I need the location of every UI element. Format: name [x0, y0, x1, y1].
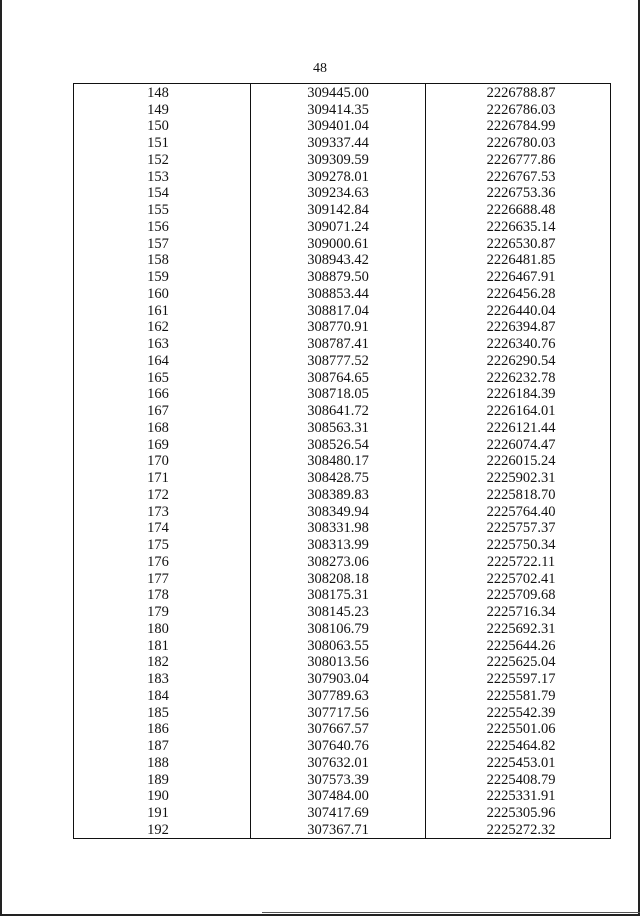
page-number: 48: [313, 61, 327, 76]
table-row: [74, 386, 611, 403]
x-coordinate-cell: 307903.04: [251, 670, 426, 687]
point-number-cell: 182: [74, 654, 251, 671]
y-coordinate-cell: 2226780.03: [426, 134, 611, 151]
point-number-cell: 161: [74, 302, 251, 319]
table-row: [74, 620, 611, 637]
point-number-cell: 162: [74, 319, 251, 336]
y-coordinate-cell: 2226635.14: [426, 218, 611, 235]
y-coordinate-cell: 2225818.70: [426, 486, 611, 503]
y-coordinate-cell: 2225597.17: [426, 670, 611, 687]
table-row: [74, 520, 611, 537]
point-number-cell: 183: [74, 670, 251, 687]
table-row: [74, 754, 611, 771]
y-coordinate-cell: 2226394.87: [426, 319, 611, 336]
y-coordinate-cell: 2225722.11: [426, 553, 611, 570]
point-number-cell: 187: [74, 737, 251, 754]
x-coordinate-cell: 308208.18: [251, 570, 426, 587]
y-coordinate-cell: 2225644.26: [426, 637, 611, 654]
x-coordinate-cell: 307632.01: [251, 754, 426, 771]
x-coordinate-cell: 308480.17: [251, 453, 426, 470]
point-number-cell: 149: [74, 101, 251, 118]
x-coordinate-cell: 308526.54: [251, 436, 426, 453]
point-number-cell: 172: [74, 486, 251, 503]
table-row: [74, 302, 611, 319]
x-coordinate-cell: 308106.79: [251, 620, 426, 637]
point-number-cell: 176: [74, 553, 251, 570]
table-row: [74, 788, 611, 805]
y-coordinate-cell: 2225581.79: [426, 687, 611, 704]
x-coordinate-cell: 308273.06: [251, 553, 426, 570]
point-number-cell: 150: [74, 118, 251, 135]
point-number-cell: 155: [74, 201, 251, 218]
point-number-cell: 156: [74, 218, 251, 235]
y-coordinate-cell: 2225272.32: [426, 821, 611, 838]
x-coordinate-cell: 307667.57: [251, 721, 426, 738]
x-coordinate-cell: 308718.05: [251, 386, 426, 403]
table-row: [74, 134, 611, 151]
point-number-cell: 168: [74, 419, 251, 436]
point-number-cell: 160: [74, 285, 251, 302]
y-coordinate-cell: 2226184.39: [426, 386, 611, 403]
table-row: [74, 721, 611, 738]
y-coordinate-cell: 2226767.53: [426, 168, 611, 185]
table-row: [74, 771, 611, 788]
y-coordinate-cell: 2226232.78: [426, 369, 611, 386]
table-row: [74, 218, 611, 235]
point-number-cell: 189: [74, 771, 251, 788]
y-coordinate-cell: 2225709.68: [426, 587, 611, 604]
y-coordinate-cell: 2225542.39: [426, 704, 611, 721]
y-coordinate-cell: 2226456.28: [426, 285, 611, 302]
table-row: [74, 185, 611, 202]
y-coordinate-cell: 2225692.31: [426, 620, 611, 637]
x-coordinate-cell: 309337.44: [251, 134, 426, 151]
y-coordinate-cell: 2226784.99: [426, 118, 611, 135]
table-row: [74, 319, 611, 336]
table-row: [74, 553, 611, 570]
x-coordinate-cell: 308349.94: [251, 503, 426, 520]
point-number-cell: 191: [74, 804, 251, 821]
y-coordinate-cell: 2226467.91: [426, 268, 611, 285]
x-coordinate-cell: 309414.35: [251, 101, 426, 118]
scan-artifact-line: [262, 912, 640, 913]
y-coordinate-cell: 2226440.04: [426, 302, 611, 319]
table-row: [74, 687, 611, 704]
x-coordinate-cell: 309000.61: [251, 235, 426, 252]
y-coordinate-cell: 2226786.03: [426, 101, 611, 118]
x-coordinate-cell: 307640.76: [251, 737, 426, 754]
y-coordinate-cell: 2225453.01: [426, 754, 611, 771]
point-number-cell: 163: [74, 335, 251, 352]
point-number-cell: 174: [74, 520, 251, 537]
y-coordinate-cell: 2225757.37: [426, 520, 611, 537]
table-row: [74, 369, 611, 386]
y-coordinate-cell: 2225750.34: [426, 536, 611, 553]
x-coordinate-cell: 309142.84: [251, 201, 426, 218]
point-number-cell: 165: [74, 369, 251, 386]
table-row: [74, 570, 611, 587]
point-number-cell: 188: [74, 754, 251, 771]
y-coordinate-cell: 2226788.87: [426, 84, 611, 101]
x-coordinate-cell: 308175.31: [251, 587, 426, 604]
point-number-cell: 167: [74, 402, 251, 419]
table-row: [74, 536, 611, 553]
point-number-cell: 166: [74, 386, 251, 403]
coordinates-table-body: [74, 84, 611, 839]
point-number-cell: 148: [74, 84, 251, 101]
point-number-cell: 164: [74, 352, 251, 369]
point-number-cell: 152: [74, 151, 251, 168]
point-number-cell: 192: [74, 821, 251, 838]
x-coordinate-cell: 309234.63: [251, 185, 426, 202]
y-coordinate-cell: 2225702.41: [426, 570, 611, 587]
y-coordinate-cell: 2225305.96: [426, 804, 611, 821]
point-number-cell: 186: [74, 721, 251, 738]
x-coordinate-cell: 308879.50: [251, 268, 426, 285]
y-coordinate-cell: 2225625.04: [426, 654, 611, 671]
table-row: [74, 603, 611, 620]
table-row: [74, 335, 611, 352]
y-coordinate-cell: 2226015.24: [426, 453, 611, 470]
y-coordinate-cell: 2226164.01: [426, 402, 611, 419]
y-coordinate-cell: 2225716.34: [426, 603, 611, 620]
point-number-cell: 190: [74, 788, 251, 805]
point-number-cell: 185: [74, 704, 251, 721]
table-row: [74, 704, 611, 721]
table-row: [74, 436, 611, 453]
y-coordinate-cell: 2225764.40: [426, 503, 611, 520]
point-number-cell: 153: [74, 168, 251, 185]
point-number-cell: 173: [74, 503, 251, 520]
y-coordinate-cell: 2225464.82: [426, 737, 611, 754]
y-coordinate-cell: 2226777.86: [426, 151, 611, 168]
y-coordinate-cell: 2225408.79: [426, 771, 611, 788]
table-row: [74, 168, 611, 185]
table-row: [74, 737, 611, 754]
x-coordinate-cell: 308013.56: [251, 654, 426, 671]
x-coordinate-cell: 308943.42: [251, 252, 426, 269]
table-row: [74, 654, 611, 671]
y-coordinate-cell: 2225331.91: [426, 788, 611, 805]
x-coordinate-cell: 308389.83: [251, 486, 426, 503]
x-coordinate-cell: 308145.23: [251, 603, 426, 620]
y-coordinate-cell: 2226753.36: [426, 185, 611, 202]
x-coordinate-cell: 308770.91: [251, 319, 426, 336]
x-coordinate-cell: 308764.65: [251, 369, 426, 386]
table-row: [74, 84, 611, 101]
table-row: [74, 101, 611, 118]
table-row: [74, 235, 611, 252]
x-coordinate-cell: 307789.63: [251, 687, 426, 704]
table-row: [74, 587, 611, 604]
y-coordinate-cell: 2226121.44: [426, 419, 611, 436]
table-row: [74, 453, 611, 470]
table-row: [74, 486, 611, 503]
x-coordinate-cell: 307417.69: [251, 804, 426, 821]
y-coordinate-cell: 2226340.76: [426, 335, 611, 352]
point-number-cell: 154: [74, 185, 251, 202]
point-number-cell: 159: [74, 268, 251, 285]
table-row: [74, 637, 611, 654]
x-coordinate-cell: 308787.41: [251, 335, 426, 352]
point-number-cell: 169: [74, 436, 251, 453]
point-number-cell: 177: [74, 570, 251, 587]
x-coordinate-cell: 307484.00: [251, 788, 426, 805]
point-number-cell: 171: [74, 469, 251, 486]
table-row: [74, 151, 611, 168]
table-row: [74, 352, 611, 369]
table-row: [74, 821, 611, 838]
x-coordinate-cell: 309309.59: [251, 151, 426, 168]
x-coordinate-cell: 309445.00: [251, 84, 426, 101]
x-coordinate-cell: 308817.04: [251, 302, 426, 319]
point-number-cell: 184: [74, 687, 251, 704]
table-row: [74, 285, 611, 302]
table-row: [74, 469, 611, 486]
table-row: [74, 670, 611, 687]
x-coordinate-cell: 308331.98: [251, 520, 426, 537]
y-coordinate-cell: 2226688.48: [426, 201, 611, 218]
table-row: [74, 419, 611, 436]
x-coordinate-cell: 308313.99: [251, 536, 426, 553]
x-coordinate-cell: 309278.01: [251, 168, 426, 185]
y-coordinate-cell: 2225902.31: [426, 469, 611, 486]
x-coordinate-cell: 308428.75: [251, 469, 426, 486]
x-coordinate-cell: 307573.39: [251, 771, 426, 788]
coordinates-table: [73, 83, 611, 839]
x-coordinate-cell: 308853.44: [251, 285, 426, 302]
y-coordinate-cell: 2226074.47: [426, 436, 611, 453]
y-coordinate-cell: 2226530.87: [426, 235, 611, 252]
y-coordinate-cell: 2225501.06: [426, 721, 611, 738]
table-row: [74, 402, 611, 419]
x-coordinate-cell: 309071.24: [251, 218, 426, 235]
point-number-cell: 170: [74, 453, 251, 470]
table-row: [74, 201, 611, 218]
point-number-cell: 151: [74, 134, 251, 151]
table-row: [74, 268, 611, 285]
x-coordinate-cell: 308563.31: [251, 419, 426, 436]
point-number-cell: 158: [74, 252, 251, 269]
x-coordinate-cell: 309401.04: [251, 118, 426, 135]
table-row: [74, 503, 611, 520]
table-row: [74, 804, 611, 821]
x-coordinate-cell: 307717.56: [251, 704, 426, 721]
point-number-cell: 157: [74, 235, 251, 252]
x-coordinate-cell: 307367.71: [251, 821, 426, 838]
point-number-cell: 179: [74, 603, 251, 620]
table-row: [74, 252, 611, 269]
point-number-cell: 181: [74, 637, 251, 654]
x-coordinate-cell: 308777.52: [251, 352, 426, 369]
x-coordinate-cell: 308063.55: [251, 637, 426, 654]
page-border-left: [0, 0, 2, 916]
point-number-cell: 175: [74, 536, 251, 553]
y-coordinate-cell: 2226481.85: [426, 252, 611, 269]
table-row: [74, 118, 611, 135]
point-number-cell: 180: [74, 620, 251, 637]
x-coordinate-cell: 308641.72: [251, 402, 426, 419]
point-number-cell: 178: [74, 587, 251, 604]
y-coordinate-cell: 2226290.54: [426, 352, 611, 369]
